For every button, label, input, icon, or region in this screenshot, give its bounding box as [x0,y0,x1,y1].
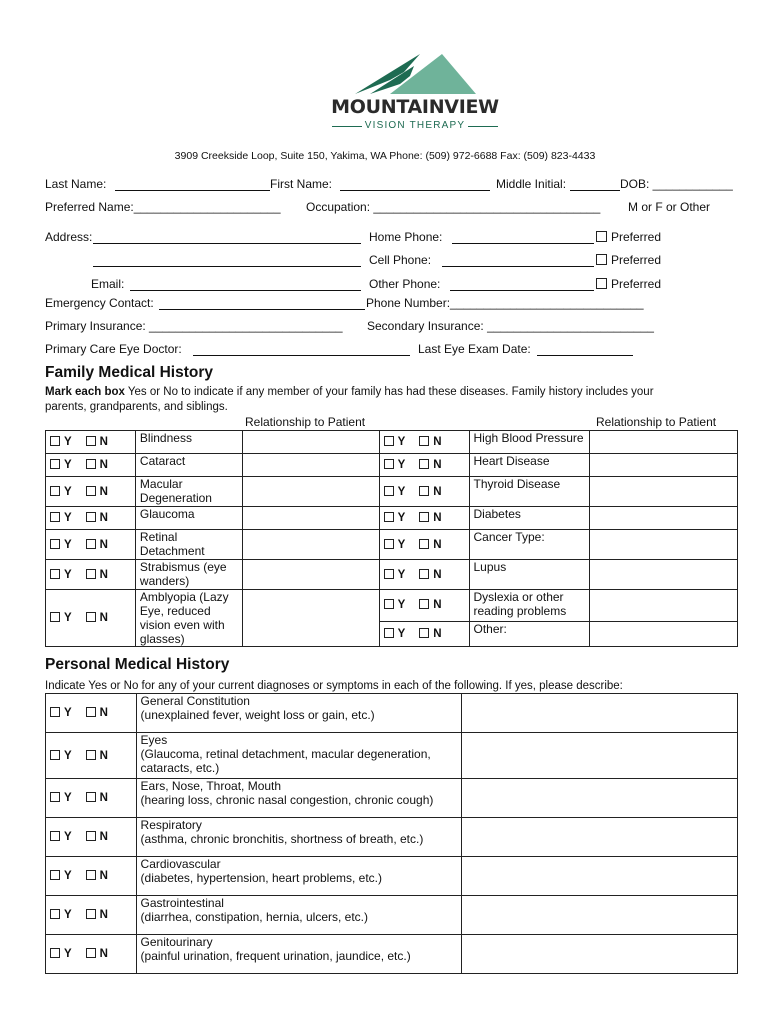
no-label: N [433,436,442,448]
no-checkbox-icon[interactable] [419,539,429,549]
yes-checkbox-icon[interactable] [384,459,394,469]
no-checkbox-icon[interactable] [86,539,96,549]
family-condition-left: Cataract [135,454,242,477]
no-checkbox-icon[interactable] [86,436,96,446]
condition-name: Cardiovascular [140,857,221,871]
no-label: N [99,707,108,719]
yes-label: Y [397,538,406,551]
email-field[interactable] [130,290,361,291]
other-phone-field[interactable] [450,290,594,291]
personal-condition [136,779,462,818]
family-history-table [45,430,738,647]
family-left-yes-no [46,530,136,560]
yes-label: Y [64,948,72,960]
primary-doctor-field[interactable] [193,355,410,356]
yes-checkbox-icon[interactable] [384,539,394,549]
no-label: N [99,831,108,843]
personal-row [46,935,738,974]
cell-phone-label: Cell Phone: [369,253,432,267]
family-left-yes-no [46,454,136,477]
condition-name: Eyes [140,733,168,747]
personal-row [46,733,738,779]
cell-phone-preferred[interactable] [596,253,661,267]
personal-instructions: Indicate Yes or No for any of your current diagnoses or symptoms in each of the following. If yes, please describe: [45,680,623,692]
yes-checkbox-icon[interactable] [384,512,394,522]
no-checkbox-icon[interactable] [86,831,96,841]
describe-field[interactable] [462,779,738,818]
other-phone-label: Other Phone: [369,277,441,291]
relationship-field-left[interactable] [242,590,379,647]
no-checkbox-icon[interactable] [419,486,429,496]
address-field-1[interactable] [93,243,361,244]
family-condition-right: Other: [469,621,589,646]
yes-checkbox-icon[interactable] [50,750,60,760]
preferred-label: Preferred [611,277,662,291]
yes-checkbox-icon[interactable] [384,599,394,609]
yes-checkbox-icon[interactable] [50,569,60,579]
family-row [46,590,738,622]
emergency-contact-label: Emergency Contact: [45,296,154,310]
personal-yes-no [46,779,137,818]
home-phone-preferred[interactable] [596,230,661,244]
no-checkbox-icon[interactable] [86,512,96,522]
no-label: N [433,627,442,640]
logo-name: MOUNTAINVIEW [331,96,499,118]
condition-desc: (diarrhea, constipation, hernia, ulcers, etc.) [140,910,368,924]
yes-checkbox-icon[interactable] [50,831,60,841]
no-label: N [433,568,442,581]
instructions-text: Yes or No to indicate if any member of your family has had these diseases. Family history includes your [124,386,654,398]
no-label: N [99,612,108,624]
family-right-yes-no [379,590,469,622]
yes-label: Y [397,459,406,471]
family-condition-right: Thyroid Disease [469,477,589,507]
secondary-insurance-field[interactable]: Secondary Insurance: _________________________ [367,319,654,333]
family-left-yes-no [46,560,136,590]
no-label: N [433,599,442,612]
first-name-field[interactable] [340,190,490,191]
no-checkbox-icon[interactable] [86,707,96,717]
yes-checkbox-icon[interactable] [50,707,60,717]
no-label: N [99,909,108,921]
no-label: N [433,459,442,471]
logo [320,50,510,135]
relationship-field-left[interactable] [242,530,379,560]
last-name-field[interactable] [115,190,270,191]
preferred-name-field[interactable]: Preferred Name:______________________ [45,200,281,214]
condition-desc: (hearing loss, chronic nasal congestion, chronic cough) [140,793,434,807]
sex-field[interactable]: M or F or Other [628,200,711,214]
family-right-yes-no [379,507,469,530]
no-label: N [99,538,108,551]
describe-field[interactable] [462,733,738,779]
relationship-field-left[interactable] [242,560,379,590]
no-label: N [433,485,442,498]
middle-initial-field[interactable] [570,190,620,191]
personal-row [46,896,738,935]
checkbox-icon[interactable] [596,254,607,265]
no-label: N [99,512,108,524]
personal-condition [136,896,462,935]
no-label: N [99,436,108,448]
relationship-field-left[interactable] [242,477,379,507]
no-checkbox-icon[interactable] [419,512,429,522]
condition-desc: (painful urination, frequent urination, jaundice, etc.) [140,949,411,963]
personal-condition [136,694,462,733]
yes-label: Y [397,599,406,612]
personal-history-table [45,693,738,974]
no-label: N [99,459,108,471]
occupation-field[interactable]: Occupation: __________________________________ [306,200,601,214]
instructions-bold: Mark each box [45,386,125,398]
relationship-field-right[interactable] [589,621,737,646]
relationship-field-right[interactable] [589,431,737,454]
address-label: Address: [45,230,93,244]
relationship-field-right[interactable] [589,507,737,530]
cell-phone-field[interactable] [442,266,594,267]
family-condition-right: Lupus [469,560,589,590]
yes-label: Y [397,512,406,524]
preferred-label: Preferred [611,230,662,244]
email-label: Email: [91,277,125,291]
other-phone-preferred[interactable] [596,277,661,291]
relationship-field-left[interactable] [242,507,379,530]
no-checkbox-icon[interactable] [86,909,96,919]
yes-label: Y [64,436,72,448]
logo-subtitle: VISION THERAPY [364,120,466,131]
no-checkbox-icon[interactable] [86,870,96,880]
family-instructions [45,386,654,398]
yes-label: Y [397,436,406,448]
family-condition-right: Dyslexia or other reading problems [469,590,589,622]
family-condition-left: Strabismus (eye wanders) [135,560,242,590]
yes-label: Y [397,485,406,498]
personal-yes-no [46,694,137,733]
personal-row [46,857,738,896]
personal-yes-no [46,733,137,779]
family-condition-left: Macular Degeneration [135,477,242,507]
relationship-field-right[interactable] [589,590,737,622]
relationship-field-left[interactable] [242,454,379,477]
relationship-field-right[interactable] [589,560,737,590]
family-left-yes-no [46,431,136,454]
no-checkbox-icon[interactable] [86,612,96,622]
logo-rule-right [468,126,498,127]
family-left-yes-no [46,477,136,507]
no-checkbox-icon[interactable] [86,486,96,496]
no-label: N [99,870,108,882]
family-right-yes-no [379,454,469,477]
checkbox-icon[interactable] [596,231,607,242]
yes-label: Y [64,870,72,882]
family-right-yes-no [379,431,469,454]
describe-field[interactable] [462,694,738,733]
condition-name: General Constitution [140,694,250,708]
describe-field[interactable] [462,935,738,974]
yes-label: Y [64,485,72,498]
yes-label: Y [64,612,72,624]
family-left-yes-no [46,590,136,647]
yes-label: Y [64,568,72,581]
relationship-field-right[interactable] [589,454,737,477]
middle-initial-label: Middle Initial: [496,177,567,191]
last-name-label: Last Name: [45,177,107,191]
family-row [46,530,738,560]
yes-checkbox-icon[interactable] [50,459,60,469]
condition-name: Ears, Nose, Throat, Mouth [140,779,282,793]
personal-yes-no [46,857,137,896]
dob-field[interactable]: DOB: ____________ [620,177,733,191]
yes-checkbox-icon[interactable] [50,870,60,880]
yes-label: Y [64,459,72,471]
no-label: N [99,485,108,498]
yes-label: Y [64,792,72,804]
no-label: N [99,568,108,581]
yes-checkbox-icon[interactable] [50,539,60,549]
home-phone-field[interactable] [452,243,594,244]
relationship-header-left: Relationship to Patient [245,415,366,429]
family-row [46,507,738,530]
yes-checkbox-icon[interactable] [50,436,60,446]
family-row [46,477,738,507]
yes-checkbox-icon[interactable] [50,486,60,496]
yes-checkbox-icon[interactable] [50,909,60,919]
no-checkbox-icon[interactable] [419,569,429,579]
condition-name: Respiratory [140,818,202,832]
no-checkbox-icon[interactable] [86,948,96,958]
describe-field[interactable] [462,857,738,896]
first-name-label: First Name: [270,177,333,191]
condition-name: Gastrointestinal [140,896,224,910]
yes-label: Y [64,512,72,524]
condition-desc: (diabetes, hypertension, heart problems, etc.) [140,871,383,885]
no-checkbox-icon[interactable] [86,459,96,469]
personal-condition [136,818,462,857]
home-phone-label: Home Phone: [369,230,443,244]
yes-label: Y [64,831,72,843]
no-label: N [433,512,442,524]
emergency-contact-field[interactable] [159,309,365,310]
yes-checkbox-icon[interactable] [50,612,60,622]
condition-desc: (asthma, chronic bronchitis, shortness of breath, etc.) [140,832,424,846]
family-condition-right: High Blood Pressure [469,431,589,454]
no-label: N [433,538,442,551]
family-condition-left: Blindness [135,431,242,454]
personal-condition [136,733,462,779]
yes-checkbox-icon[interactable] [384,486,394,496]
practice-address: 3909 Creekside Loop, Suite 150, Yakima, WA Phone: (509) 972-6688 Fax: (509) 823-4433 [174,150,596,162]
describe-field[interactable] [462,896,738,935]
personal-yes-no [46,896,137,935]
personal-row [46,779,738,818]
no-checkbox-icon[interactable] [86,750,96,760]
family-right-yes-no [379,621,469,646]
family-condition-right: Diabetes [469,507,589,530]
no-checkbox-icon[interactable] [86,569,96,579]
family-condition-right: Heart Disease [469,454,589,477]
family-right-yes-no [379,477,469,507]
no-label: N [99,948,108,960]
yes-label: Y [64,909,72,921]
no-label: N [99,749,108,762]
yes-checkbox-icon[interactable] [384,628,394,638]
yes-label: Y [64,538,72,551]
personal-yes-no [46,935,137,974]
condition-name: Genitourinary [140,935,213,949]
family-condition-left: Glaucoma [135,507,242,530]
family-right-yes-no [379,530,469,560]
relationship-field-right[interactable] [589,477,737,507]
family-row [46,454,738,477]
personal-condition [136,857,462,896]
primary-doctor-label: Primary Care Eye Doctor: [45,342,182,356]
personal-row [46,818,738,857]
yes-checkbox-icon[interactable] [384,436,394,446]
address-field-2[interactable] [93,266,361,267]
preferred-label: Preferred [611,253,662,267]
personal-condition [136,935,462,974]
no-checkbox-icon[interactable] [419,436,429,446]
family-row [46,560,738,590]
family-row [46,431,738,454]
relationship-field-left[interactable] [242,431,379,454]
yes-label: Y [64,749,72,762]
yes-label: Y [397,627,406,640]
last-exam-label: Last Eye Exam Date: [418,342,531,356]
yes-label: Y [397,568,406,581]
relationship-header-right: Relationship to Patient [596,415,717,429]
mountain-logo-icon [350,50,480,96]
last-exam-field[interactable] [537,355,633,356]
condition-desc: (unexplained fever, weight loss or gain, etc.) [140,708,375,722]
describe-field[interactable] [462,818,738,857]
yes-label: Y [64,707,72,719]
family-condition-right: Cancer Type: [469,530,589,560]
primary-insurance-field[interactable]: Primary Insurance: _____________________________ [45,319,343,333]
family-condition-left: Amblyopia (Lazy Eye, reduced vision even with glasses) [135,590,242,647]
family-right-yes-no [379,560,469,590]
phone-number-field[interactable]: Phone Number:_____________________________ [366,296,644,310]
personal-history-title: Personal Medical History [45,656,230,673]
personal-yes-no [46,818,137,857]
yes-checkbox-icon[interactable] [50,512,60,522]
family-left-yes-no [46,507,136,530]
yes-checkbox-icon[interactable] [384,569,394,579]
family-condition-left: Retinal Detachment [135,530,242,560]
family-history-title: Family Medical History [45,364,213,381]
no-label: N [99,792,108,804]
no-checkbox-icon[interactable] [419,628,429,638]
family-instructions-line2: parents, grandparents, and siblings. [45,401,228,413]
checkbox-icon[interactable] [596,278,607,289]
relationship-field-right[interactable] [589,530,737,560]
no-checkbox-icon[interactable] [419,599,429,609]
personal-row [46,694,738,733]
yes-checkbox-icon[interactable] [50,792,60,802]
no-checkbox-icon[interactable] [419,459,429,469]
yes-checkbox-icon[interactable] [50,948,60,958]
no-checkbox-icon[interactable] [86,792,96,802]
condition-desc: (Glaucoma, retinal detachment, macular degeneration, cataracts, etc.) [140,747,431,775]
